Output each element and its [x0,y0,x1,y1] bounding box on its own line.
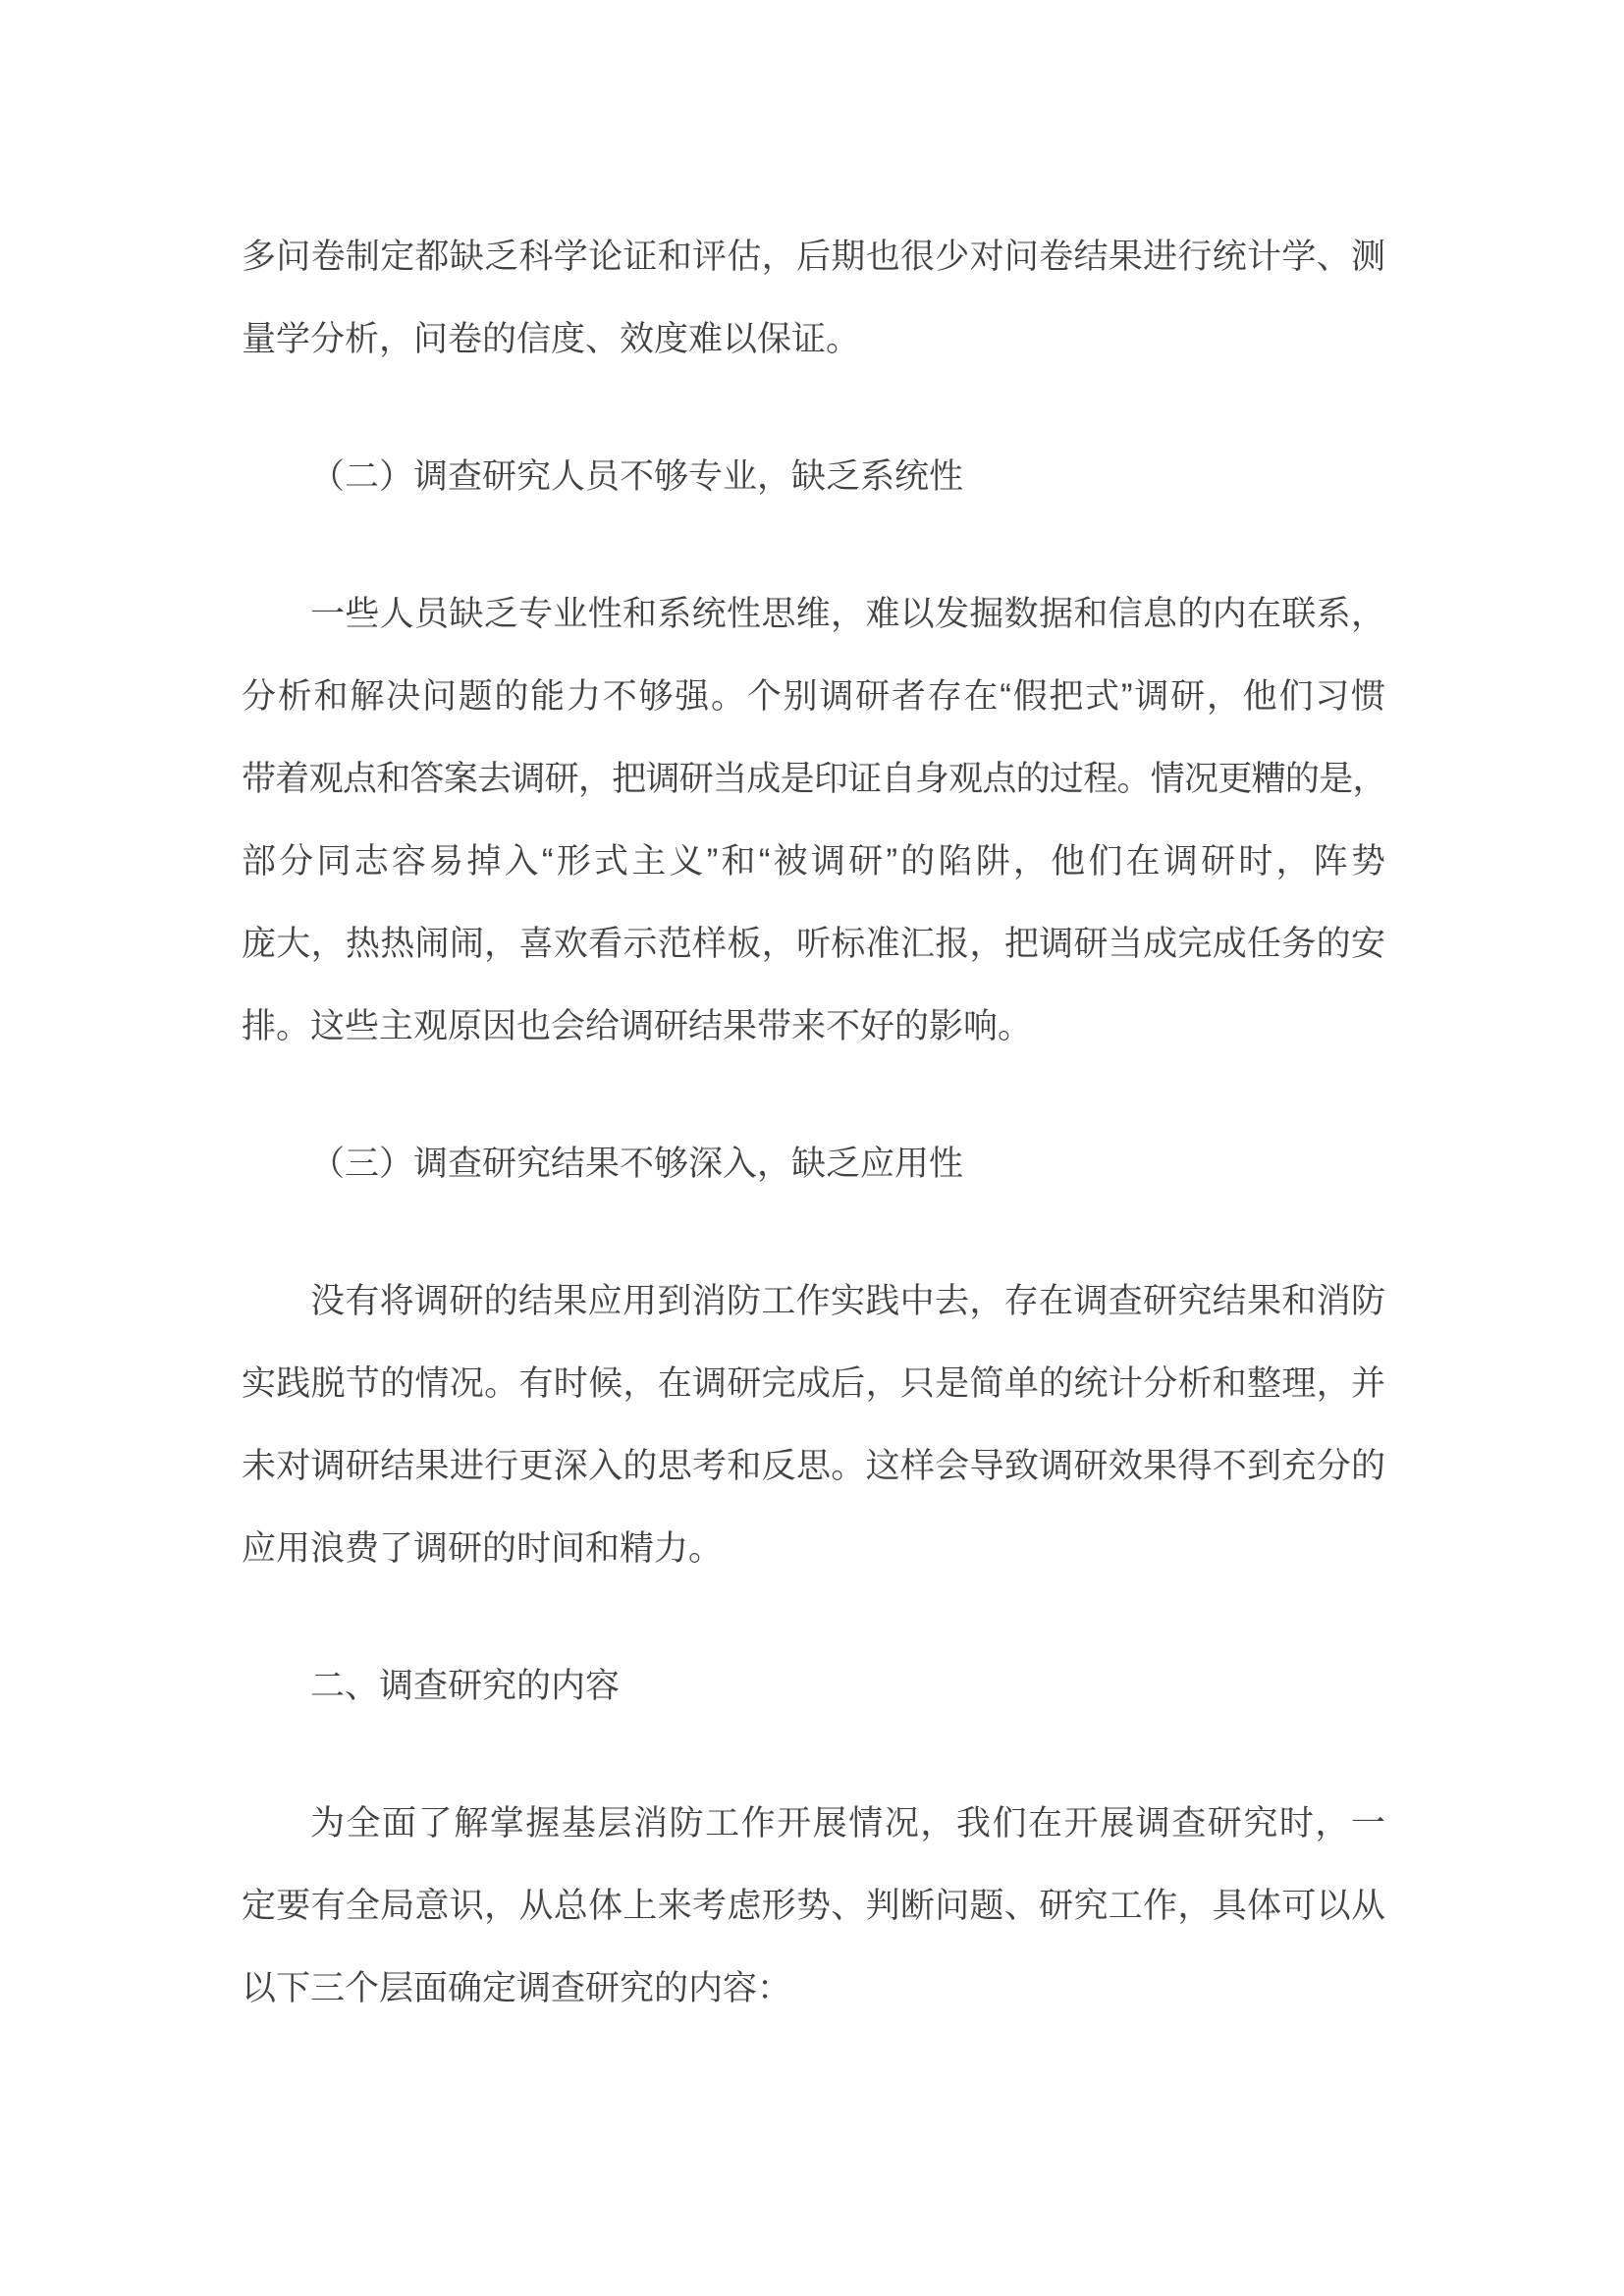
body-line: 未对调研结果进行更深入的思考和反思。这样会导致调研效果得不到充分的 [242,1447,1385,1485]
paragraph [242,1783,1385,2030]
body-line: 量学分析，问卷的信度、效度难以保证。 [242,320,861,358]
body-line: 部分同志容易掉入“形式主义”和“被调研”的陷阱，他们在调研时，阵势 [242,842,1385,881]
paragraph [242,1260,1385,1590]
body-line: 实践脱节的情况。有时候，在调研完成后，只是简单的统计分析和整理，并 [242,1364,1385,1403]
body-line: 排。这些主观原因也会给调研结果带来不好的影响。 [242,1007,1033,1045]
paragraph-continuation [242,216,1385,381]
body-line: 分析和解决问题的能力不够强。个别调研者存在“假把式”调研，他们习惯 [242,677,1385,716]
body-line: 没有将调研的结果应用到消防工作实践中去，存在调查研究结果和消防 [310,1282,1385,1320]
paragraph [242,573,1385,1068]
body-line: 定要有全局意识，从总体上来考虑形势、判断问题、研究工作，具体可以从 [242,1887,1385,1925]
heading-line: （二）调查研究人员不够专业，缺乏系统性 [310,457,964,496]
body-line: 为全面了解掌握基层消防工作开展情况，我们在开展调查研究时，一 [310,1804,1385,1842]
heading-line: 二、调查研究的内容 [310,1667,621,1705]
body-line: 以下三个层面确定调查研究的内容： [242,1969,792,2007]
section-heading-3 [242,1123,1385,1205]
body-line: 多问卷制定都缺乏科学论证和评估，后期也很少对问卷结果进行统计学、测 [242,238,1385,276]
chapter-heading-2 [242,1645,1385,1728]
body-line: 庞大，热热闹闹，喜欢看示范样板，听标准汇报，把调研当成完成任务的安 [242,925,1385,963]
heading-line: （三）调查研究结果不够深入，缺乏应用性 [310,1145,964,1183]
section-heading-2 [242,436,1385,518]
body-line: 一些人员缺乏专业性和系统性思维，难以发掘数据和信息的内在联系， [310,595,1385,633]
body-line: 带着观点和答案去调研，把调研当成是印证自身观点的过程。情况更糟的是， [242,760,1385,798]
body-line: 应用浪费了调研的时间和精力。 [242,1529,724,1568]
